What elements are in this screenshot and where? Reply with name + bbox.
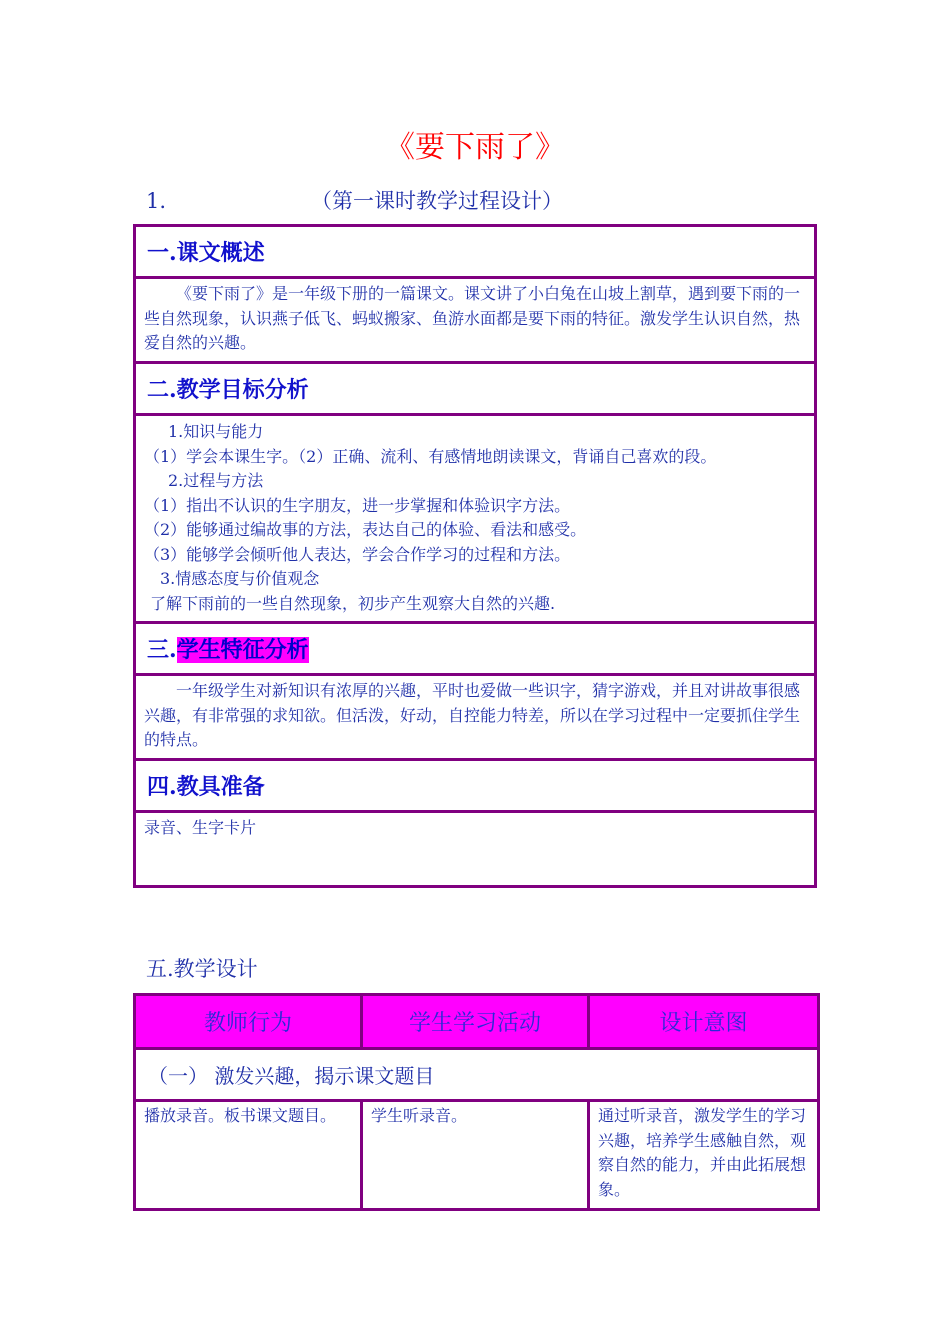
materials-text: 录音、生字卡片 bbox=[144, 818, 257, 837]
goal-line: 了解下雨前的一些自然现象，初步产生观察大自然的兴趣. bbox=[150, 593, 556, 613]
goal-line: （1）指出不认识的生字朋友，进一步掌握和体验识字方法。 bbox=[144, 495, 571, 515]
materials-body bbox=[135, 812, 816, 887]
students-text: 一年级学生对新知识有浓厚的兴趣，平时也爱做一些识字，猜字游戏，并且对讲故事很感兴趣，有非常强的求知欲。但活泼，好动，自控能力特差，所以在学习过程中一定要抓住学生的特点。 bbox=[144, 681, 801, 749]
stage-row: （一） 激发兴趣，揭示课文题目 bbox=[135, 1049, 819, 1101]
goal-line: 2.过程与方法 bbox=[168, 471, 264, 490]
teacher-cell: 播放录音。板书课文题目。 bbox=[135, 1101, 362, 1210]
students-heading bbox=[135, 623, 816, 675]
overview-heading: 一.课文概述 bbox=[135, 226, 816, 278]
subtitle: （第一课时教学过程设计） bbox=[311, 189, 563, 213]
materials-heading: 四.教具准备 bbox=[135, 760, 816, 812]
column-header-student: 学生学习活动 bbox=[362, 995, 589, 1049]
students-heading-prefix: 三. bbox=[147, 637, 177, 663]
table-row bbox=[135, 1101, 819, 1210]
column-header-intent: 设计意图 bbox=[589, 995, 819, 1049]
goals-body bbox=[135, 415, 816, 623]
overview-text: 《要下雨了》是一年级下册的一篇课文。课文讲了小白兔在山坡上割草，遇到要下雨的一些自然现象，认识燕子低飞、蚂蚁搬家、鱼游水面都是要下雨的特征。激发学生认识自然，热爱自然的兴趣。 bbox=[144, 284, 801, 352]
students-body bbox=[135, 675, 816, 760]
plan-box bbox=[133, 224, 817, 888]
goal-line: （1）学会本课生字。（2）正确、流利、有感情地朗读课文，背诵自己喜欢的段。 bbox=[144, 446, 717, 466]
design-table bbox=[133, 993, 820, 1211]
design-heading: 五.教学设计 bbox=[146, 957, 258, 981]
section-number: 1. bbox=[146, 189, 167, 213]
goal-line: 3.情感态度与价值观念 bbox=[160, 569, 320, 588]
intent-cell: 通过听录音，激发学生的学习兴趣，培养学生感触自然，观察自然的能力，并由此拓展想象。 bbox=[589, 1101, 819, 1210]
students-heading-highlight: 学生特征分析 bbox=[176, 637, 309, 663]
column-header-teacher: 教师行为 bbox=[135, 995, 362, 1049]
goal-line: （2）能够通过编故事的方法，表达自己的体验、看法和感受。 bbox=[144, 520, 587, 539]
page-title: 《要下雨了》 bbox=[385, 130, 565, 165]
subtitle-line bbox=[146, 186, 816, 216]
goal-line: 1.知识与能力 bbox=[168, 422, 264, 441]
student-cell: 学生听录音。 bbox=[362, 1101, 589, 1210]
goals-heading: 二.教学目标分析 bbox=[135, 363, 816, 415]
goal-line: （3）能够学会倾听他人表达，学会合作学习的过程和方法。 bbox=[144, 544, 571, 564]
overview-body bbox=[135, 278, 816, 363]
